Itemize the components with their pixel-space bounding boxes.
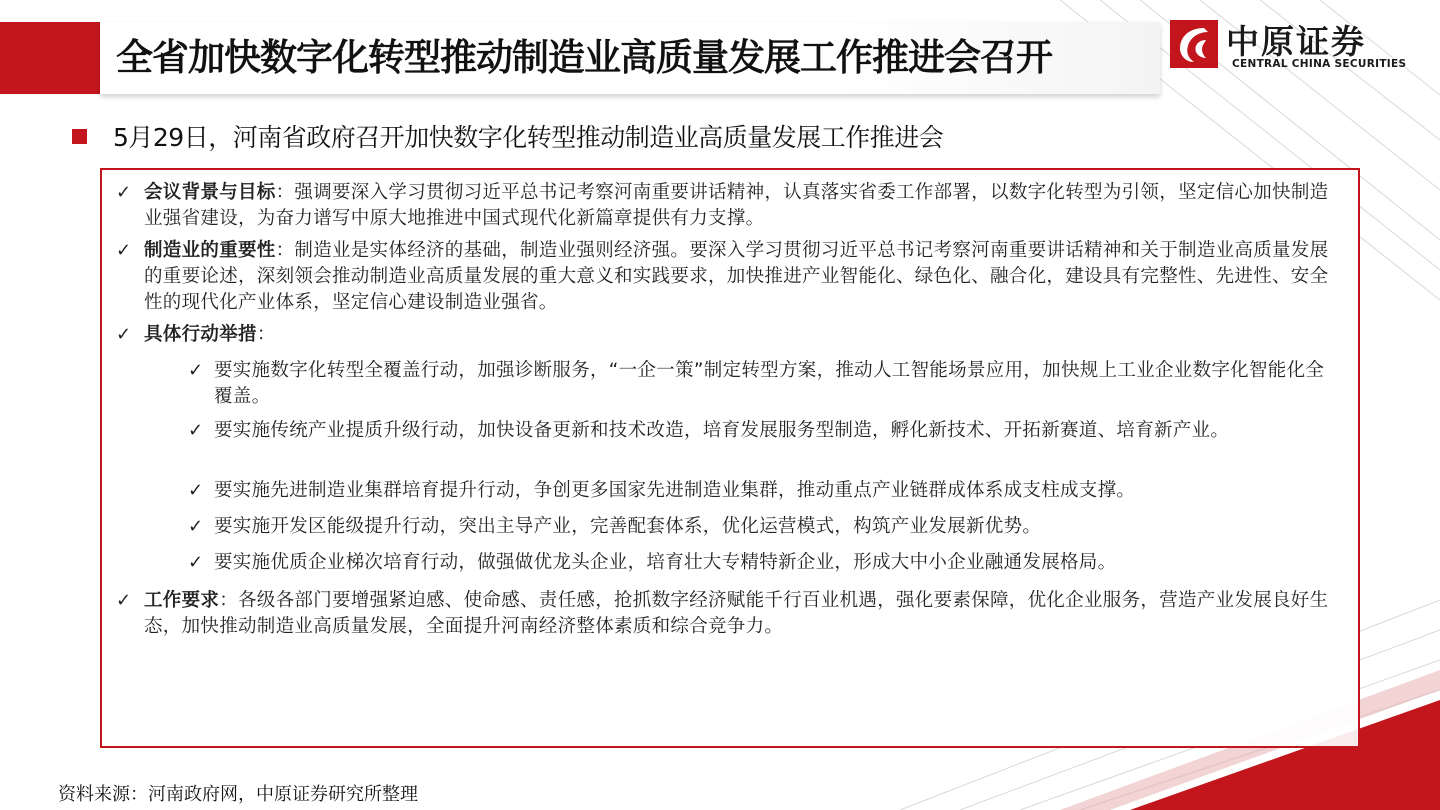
list-item-requirements bbox=[116, 588, 1342, 640]
page-title: 全省加快数字化转型推动制造业高质量发展工作推进会召开 bbox=[116, 36, 1052, 79]
action-item bbox=[188, 514, 1338, 540]
content-box bbox=[100, 168, 1360, 748]
list-item-importance bbox=[116, 238, 1342, 316]
action-item bbox=[188, 550, 1338, 576]
logo-emblem-icon bbox=[1170, 20, 1218, 68]
company-logo bbox=[1170, 20, 1410, 72]
item-text: ：制造业是实体经济的基础，制造业强则经济强。要深入学习贯彻习近平总书记考察河南重要讲话精神和关于制造业高质量发展的重要论述，深刻领会推动制造业高质量发展的重大意义和实践要求，加快推进产业智能化、绿色化、融合化，建设具有完整性、先进性、安全性的现代化产业体系，坚定信心建设制造业强省。 bbox=[144, 240, 1329, 313]
logo-name-en: CENTRAL CHINA SECURITIES bbox=[1232, 58, 1407, 70]
square-bullet-icon bbox=[72, 129, 87, 144]
title-accent-block bbox=[0, 22, 100, 94]
action-item bbox=[188, 358, 1338, 410]
action-text: 要实施数字化转型全覆盖行动，加强诊断服务，“一企一策”制定转型方案，推动人工智能场景应用，加快规上工业企业数字化智能化全覆盖。 bbox=[214, 360, 1325, 407]
action-text: 要实施先进制造业集群培育提升行动，争创更多国家先进制造业集群，推动重点产业链群成体系成支柱成支撑。 bbox=[214, 480, 1136, 501]
check-icon: ✓ bbox=[188, 516, 204, 537]
action-text: 要实施开发区能级提升行动，突出主导产业，完善配套体系，优化运营模式，构筑产业发展新优势。 bbox=[214, 516, 1042, 537]
check-icon: ✓ bbox=[188, 480, 204, 501]
check-icon: ✓ bbox=[116, 240, 132, 261]
action-item bbox=[188, 478, 1338, 504]
check-icon: ✓ bbox=[116, 590, 132, 611]
action-text: 要实施传统产业提质升级行动，加快设备更新和技术改造，培育发展服务型制造，孵化新技术、开拓新赛道、培育新产业。 bbox=[214, 420, 1230, 441]
item-lead: 会议背景与目标 bbox=[144, 182, 276, 203]
check-icon: ✓ bbox=[116, 182, 132, 203]
subheading-text: 5月29日，河南省政府召开加快数字化转型推动制造业高质量发展工作推进会 bbox=[113, 123, 944, 152]
check-icon: ✓ bbox=[188, 552, 204, 573]
list-item-actions bbox=[116, 322, 1342, 348]
logo-name-cn: 中原证券 bbox=[1226, 22, 1366, 61]
action-item bbox=[188, 418, 1338, 444]
source-note: 资料来源：河南政府网，中原证券研究所整理 bbox=[58, 784, 418, 805]
list-item-background bbox=[116, 180, 1342, 232]
item-lead: 工作要求 bbox=[144, 590, 220, 611]
item-text: ：强调要深入学习贯彻习近平总书记考察河南重要讲话精神，认真落实省委工作部署，以数字化转型为引领，坚定信心加快制造业强省建设，为奋力谱写中原大地推进中国式现代化新篇章提供有力支撑。 bbox=[144, 182, 1329, 229]
item-lead: 制造业的重要性 bbox=[144, 240, 276, 261]
item-lead: 具体行动举措 bbox=[144, 324, 257, 345]
check-icon: ✓ bbox=[188, 360, 204, 381]
item-text: ： bbox=[256, 324, 276, 345]
check-icon: ✓ bbox=[116, 324, 132, 345]
action-text: 要实施优质企业梯次培育行动，做强做优龙头企业，培育壮大专精特新企业，形成大中小企业融通发展格局。 bbox=[214, 552, 1117, 573]
subheading bbox=[72, 118, 943, 154]
title-bar bbox=[0, 22, 1160, 94]
item-text: ：各级各部门要增强紧迫感、使命感、责任感，抢抓数字经济赋能千行百业机遇，强化要素保障，优化企业服务，营造产业发展良好生态，加快推动制造业高质量发展，全面提升河南经济整体素质和综合竞争力。 bbox=[144, 590, 1329, 637]
check-icon: ✓ bbox=[188, 420, 204, 441]
